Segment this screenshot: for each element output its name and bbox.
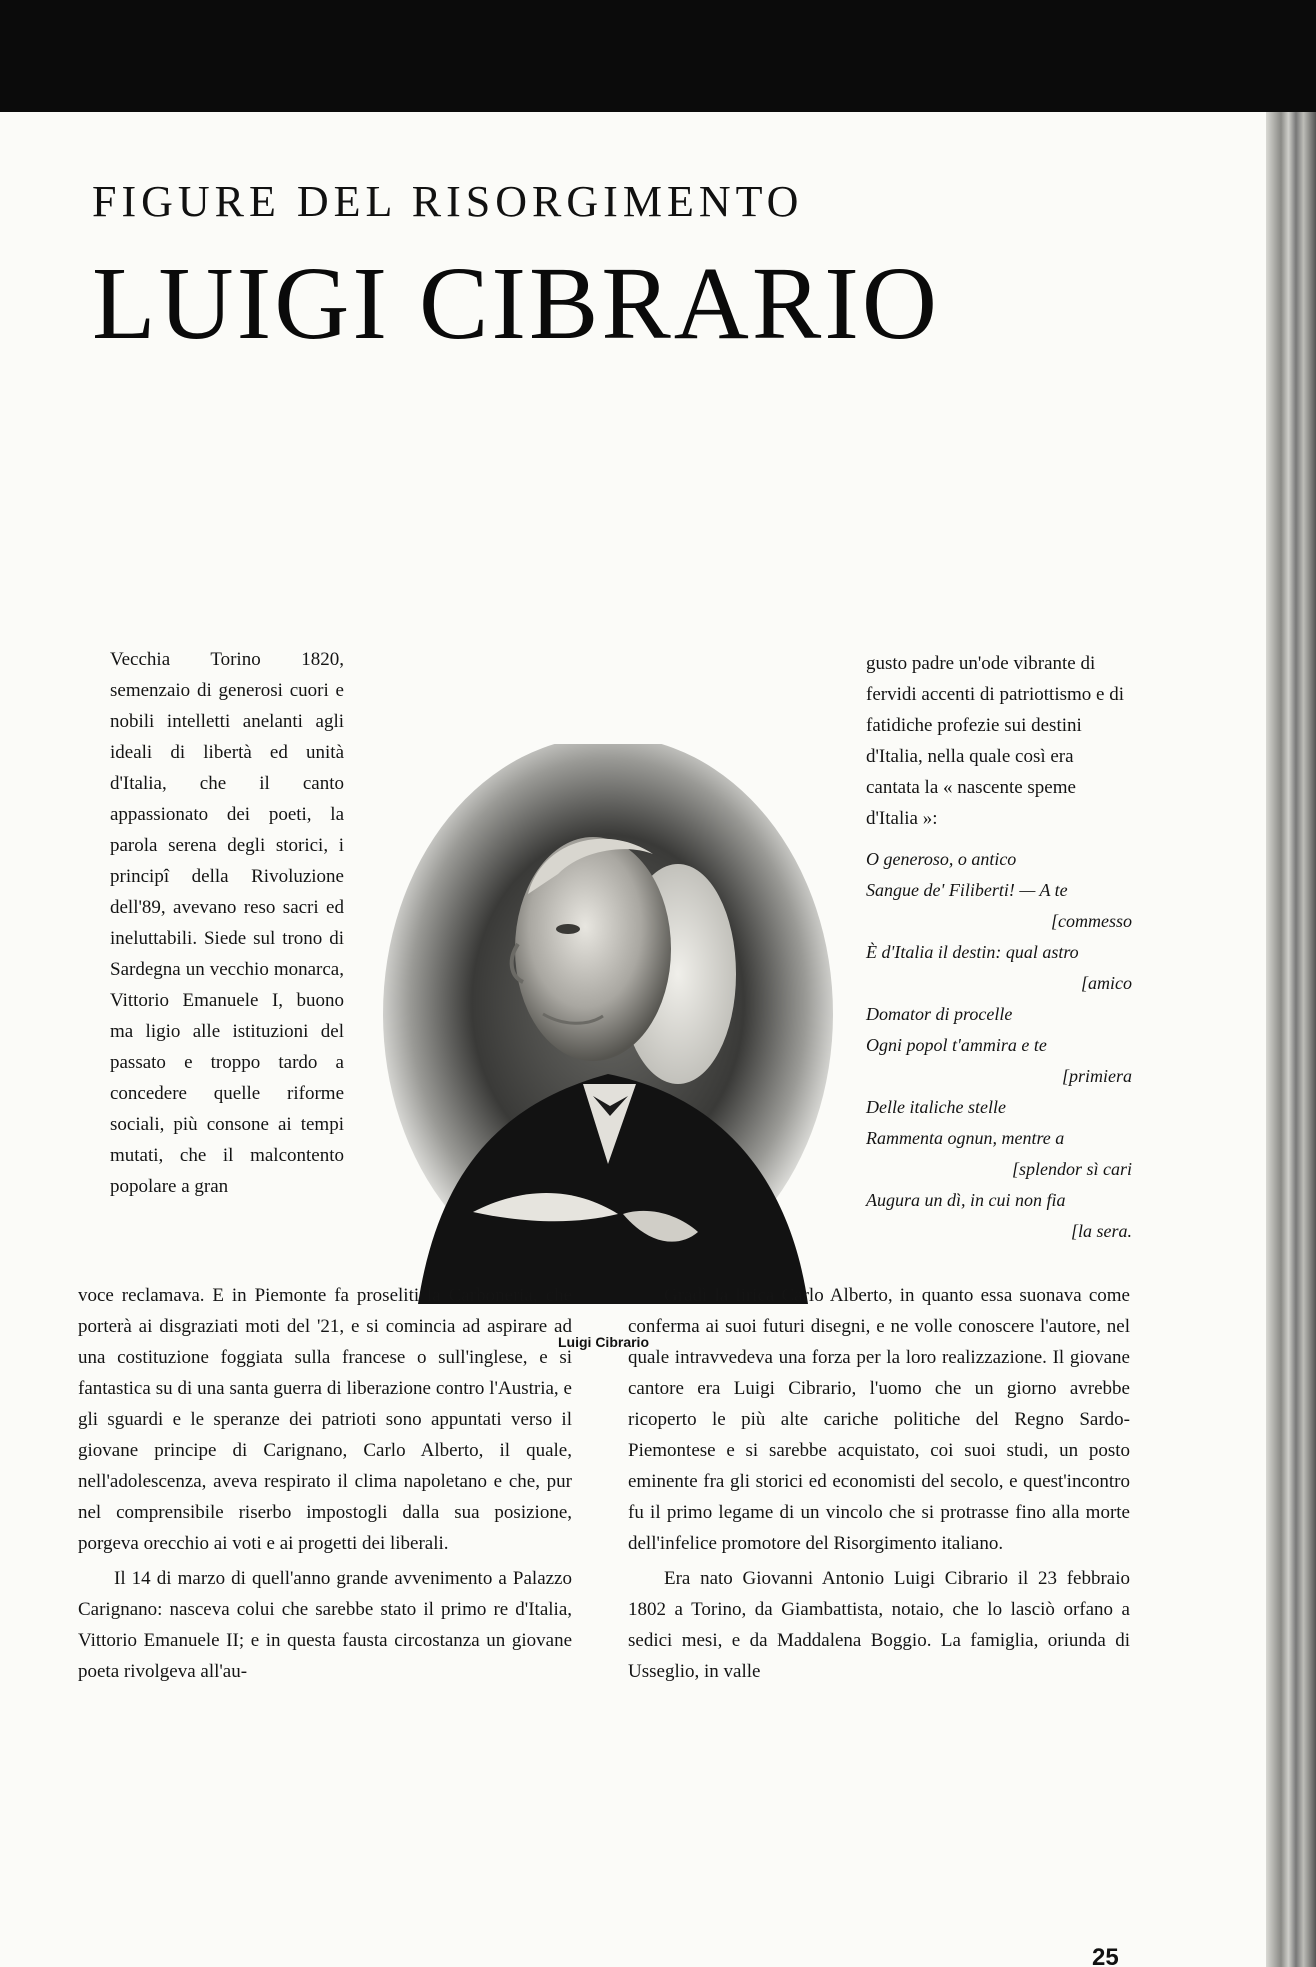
right-column-bottom: [628, 1280, 1130, 1687]
poem-line-continuation: [amico: [1081, 973, 1132, 993]
poem-line-continuation: [primiera: [1061, 1066, 1132, 1086]
right-column-top: [866, 648, 1132, 1247]
poem-line: Ogni popol t'ammira e te: [866, 1035, 1047, 1055]
left-column-top: [110, 644, 344, 1202]
poem-line: È d'Italia il destin: qual astro: [866, 942, 1079, 962]
poem-line-continuation: [la sera.: [1070, 1221, 1132, 1241]
page-number: 25: [1092, 1944, 1119, 1967]
poem-line: Augura un dì, in cui non fia: [866, 1190, 1066, 1210]
paragraph: Era nato Giovanni Antonio Luigi Cibrario il 23 febbraio 1802 a Torino, da Giambattista, notaio, che lo lasciò orfano a sedici mesi, e da Maddalena Boggio. La famiglia, oriunda di Usseglio, in valle: [628, 1568, 1130, 1682]
poem-line: Delle italiche stelle: [866, 1097, 1006, 1117]
paragraph: Vecchia Torino 1820, semenzaio di generosi cuori e nobili intelletti anelanti agli ideali di libertà ed unità d'Italia, che il canto appassionato dei poeti, la parola serena degli storici, i principî della Rivoluzione dell'89, avevano reso sacri ed ineluttabili. Siede sul trono di Sardegna un vecchio monarca, Vittorio Emanuele I, buono ma ligio alle istituzioni del passato e troppo tardo a concedere quelle riforme sociali, più consone ai tempi mutati, che il malcontento popolare a gran: [110, 649, 344, 1197]
portrait-photo: [378, 744, 838, 1304]
paragraph: voce reclamava. E in Piemonte fa proseliti la Carboneria, che porterà ai disgraziati moti del '21, e si comincia ad aspirare ad una costituzione foggiata sulla francese o sull'inglese, e si fantastica su di una santa guerra di liberazione contro l'Austria, e gli sguardi e le speranze dei patrioti sono appuntati verso il giovane principe di Carignano, Carlo Alberto, il quale, nell'adolescenza, aveva respirato il clima napoletano e che, pur nel comprensibile riserbo impostogli dalla sua posizione, porgeva orecchio ai voti e ai progetti dei liberali.: [78, 1285, 572, 1554]
paragraph: gusto padre un'ode vibrante di fervidi accenti di patriottismo e di fatidiche profezie sui destini d'Italia, nella quale così era cantata la « nascente speme d'Italia »:: [866, 653, 1125, 829]
poem-line: O generoso, o antico: [866, 849, 1017, 869]
book-page-edge: [1266, 112, 1316, 1967]
poem-quote: [866, 844, 1132, 1247]
poem-line-continuation: [splendor sì cari: [1011, 1159, 1132, 1179]
portrait-caption: Luigi Cibrario: [558, 1334, 649, 1350]
paragraph: Gradì la lirica Carlo Alberto, in quanto essa suonava come conferma ai suoi futuri disegni, e ne volle conoscere l'autore, nel quale intravvedeva una forza per la loro realizzazione. Il giovane cantore era Luigi Cibrario, l'uomo che un giorno avrebbe ricoperto le più alte cariche politiche del Regno Sardo-Piemontese e si sarebbe acquistato, coi suoi studi, un posto eminente fra gli storici ed economisti del secolo, e quest'incontro fu il primo legame di un vincolo che si protrasse fino alla morte dell'infelice promotore del Risorgimento italiano.: [628, 1285, 1130, 1554]
magazine-page: [0, 112, 1266, 1967]
poem-line: Rammenta ognun, mentre a: [866, 1128, 1065, 1148]
poem-line: Sangue de' Filiberti! — A te: [866, 880, 1068, 900]
section-kicker: FIGURE DEL RISORGIMENTO: [92, 177, 804, 226]
poem-line-continuation: [commesso: [1051, 911, 1132, 931]
paragraph: Il 14 di marzo di quell'anno grande avvenimento a Palazzo Carignano: nasceva colui che sarebbe stato il primo re d'Italia, Vittorio Emanuele II; e in questa fausta circostanza un giovane poeta rivolgeva all'au-: [78, 1568, 572, 1682]
article-title: LUIGI CIBRARIO: [92, 246, 940, 361]
left-column-bottom: [78, 1280, 572, 1687]
poem-line: Domator di procelle: [866, 1004, 1013, 1024]
